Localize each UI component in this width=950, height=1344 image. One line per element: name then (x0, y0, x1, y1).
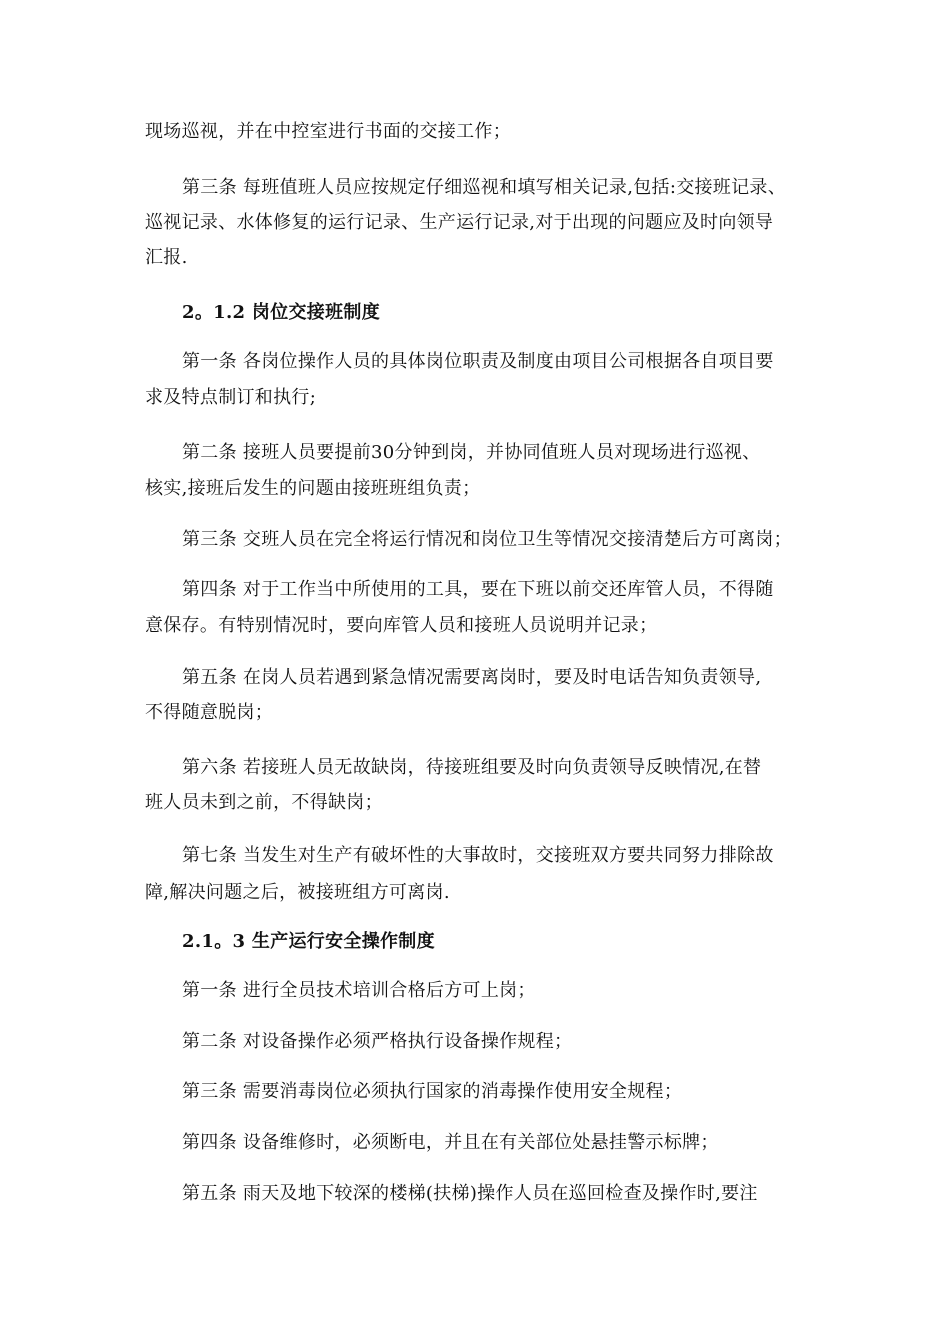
text-line: 第二条 对设备操作必须严格执行设备操作规程； (182, 1031, 573, 1052)
text-line: 第六条 若接班人员无故缺岗，待接班组要及时向负责领导反映情况,在替 (182, 757, 762, 778)
text-line: 第三条 交班人员在完全将运行情况和岗位卫生等情况交接清楚后方可离岗； (182, 529, 792, 550)
text-line: 第一条 各岗位操作人员的具体岗位职责及制度由项目公司根据各自项目要 (182, 351, 774, 372)
section-heading: 2.1。3 生产运行安全操作制度 (182, 931, 435, 952)
text-line: 第四条 对于工作当中所使用的工具，要在下班以前交还库管人员，不得随 (182, 579, 774, 600)
text-line: 汇报. (145, 247, 188, 268)
text-line: 第三条 每班值班人员应按规定仔细巡视和填写相关记录,包括:交接班记录、 (182, 177, 787, 198)
text-line: 巡视记录、水体修复的运行记录、生产运行记录,对于出现的问题应及时向领导 (145, 212, 774, 233)
text-line: 第二条 接班人员要提前30分钟到岗，并协同值班人员对现场进行巡视、 (182, 442, 761, 463)
text-line: 第四条 设备维修时，必须断电，并且在有关部位处悬挂警示标牌； (182, 1132, 719, 1153)
text-line: 核实,接班后发生的问题由接班班组负责； (145, 478, 481, 499)
section-heading: 2。1.2 岗位交接班制度 (182, 302, 381, 323)
text-line: 第三条 需要消毒岗位必须执行国家的消毒操作使用安全规程； (182, 1081, 683, 1102)
text-line: 第七条 当发生对生产有破坏性的大事故时，交接班双方要共同努力排除故 (182, 845, 774, 866)
text-line: 班人员未到之前，不得缺岗； (145, 792, 383, 813)
text-line: 意保存。有特别情况时，要向库管人员和接班人员说明并记录； (145, 615, 658, 636)
text-line: 第五条 雨天及地下较深的楼梯(扶梯)操作人员在巡回检查及操作时,要注 (182, 1183, 758, 1204)
text-line: 现场巡视，并在中控室进行书面的交接工作； (145, 121, 511, 142)
text-line: 第五条 在岗人员若遇到紧急情况需要离岗时，要及时电话告知负责领导, (182, 667, 762, 688)
text-line: 障,解决问题之后，被接班组方可离岗. (145, 882, 450, 903)
text-line: 第一条 进行全员技术培训合格后方可上岗； (182, 980, 536, 1001)
text-line: 不得随意脱岗； (145, 702, 274, 723)
text-line: 求及特点制订和执行; (145, 387, 317, 408)
